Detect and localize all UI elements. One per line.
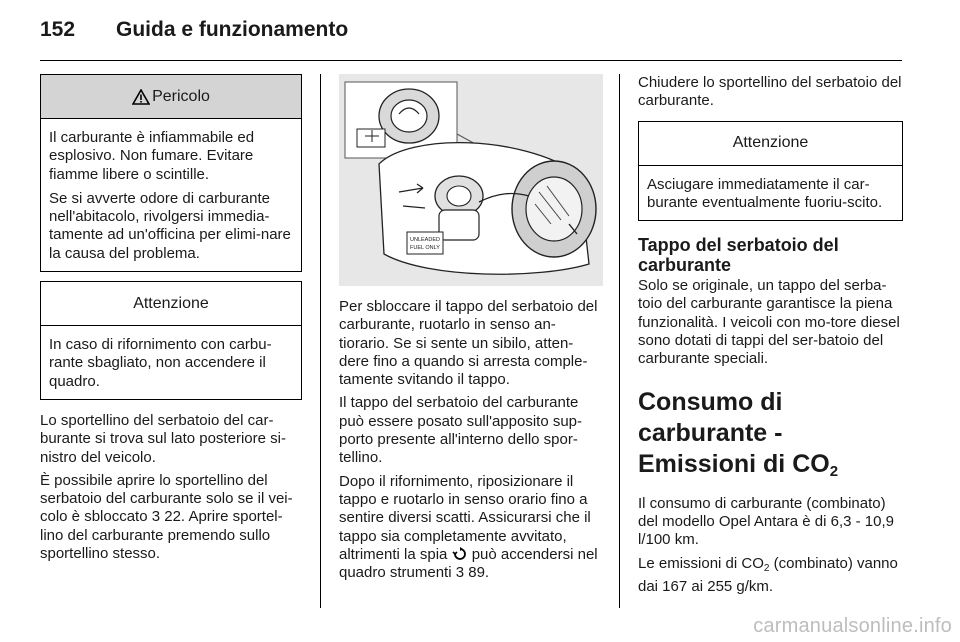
danger-paragraph: Se si avverte odore di carburante nell'abitacolo, rivolgersi immedia-tamente ad un'officina per elimi-nare la causa del problema. [49, 189, 291, 262]
chapter-title: Guida e funzionamento [116, 18, 349, 41]
caution-box-2-title: Attenzione [732, 134, 809, 152]
caution-box-2 [638, 121, 903, 222]
consumption-heading: Consumo di carburante - Emissioni di CO2 [638, 387, 839, 480]
fuel-cap-illustration [339, 74, 603, 286]
caution-box-2-header [639, 122, 902, 166]
unlock-cap-text: Per sbloccare il tappo del serbatoio del carburante, ruotarlo in senso an-tiorario. Se si sente un sibilo, atten-dere fino a quando si arresta comple-tamente svitando il tappo. [339, 298, 598, 389]
caution-paragraph: In caso di rifornimento con carbu-rante sbagliato, non accendere il quadro. [49, 336, 272, 390]
page-header [40, 18, 348, 48]
fuel-cap-heading: Tappo del serbatoio del carburante [638, 235, 839, 276]
close-flap-text: Chiudere lo sportellino del serbatoio del carburante. [638, 74, 902, 110]
refit-cap-text: Dopo il rifornimento, riposizionare il tappo e ruotarlo in senso orario fino a sentire diversi scatti. Assicurarsi che il tappo sia completamente avvitato, altrimenti la spia può accendersi nel quadro strumenti 3 89. [339, 472, 598, 582]
column-2 [339, 74, 603, 587]
header-rule [40, 60, 902, 61]
column-1 [40, 74, 302, 568]
danger-box-title: Pericolo [152, 87, 210, 105]
label-line-1: UNLEADED [410, 237, 440, 243]
label-line-2: FUEL ONLY [410, 245, 440, 251]
emissions-text: Le emissioni di $CO_2$ (combinato) vanno dai 167 ai 255 g/km. [638, 554, 898, 595]
fuel-cap-text: Solo se originale, un tappo del serba-toio del carburante garantisce la piena funzionalità. I veicoli con mo-tore diesel sono dotati di tappi del ser-batoio del carburante speciali. [638, 277, 900, 368]
page-reference-icon: 3 [151, 508, 161, 526]
caution-box-body [41, 326, 301, 399]
danger-box-body [41, 119, 301, 271]
caution-box-title: Attenzione [133, 294, 209, 312]
caution-box-header [41, 282, 301, 326]
danger-box [40, 74, 302, 272]
fuel-cap-drawing [339, 74, 603, 286]
column-divider-1 [320, 74, 321, 608]
column-divider-2 [619, 74, 620, 608]
danger-paragraph: Il carburante è infiammabile ed esplosivo. Non fumare. Evitare fiamme libere o scintille. [49, 129, 255, 183]
danger-box-header [41, 75, 301, 119]
fuel-flap-open-text: È possibile aprire lo sportellino del serbatoio del carburante solo se il vei-colo è sbloccato 3 22. Aprire sportel-lino del carburante premendo sullo sportellino stesso. [40, 471, 293, 563]
caution-paragraph: Asciugare immediatamente il car-burante eventualmente fuoriu-scito. [647, 175, 883, 211]
fuel-cap-warning-lamp-icon [452, 547, 468, 561]
column-3 [638, 74, 903, 601]
page-number: 152 [40, 18, 76, 41]
page-reference-icon: 3 [455, 564, 465, 582]
caution-box [40, 281, 302, 400]
caution-box-2-body [639, 166, 902, 221]
cap-holder-text: Il tappo del serbatoio del carburante può essere posato sull'apposito sup-porto presente all'interno dello spor-tellino. [339, 394, 583, 467]
fuel-flap-location-text: Lo sportellino del serbatoio del car-burante si trova sul lato posteriore si-nistro del veicolo. [40, 411, 286, 466]
consumption-text: Il consumo di carburante (combinato) del modello Opel Antara è di 6,3 - 10,9 l/100 km. [638, 494, 894, 549]
watermark: carmanualsonline.info [753, 615, 952, 637]
warning-triangle-icon [132, 89, 150, 105]
